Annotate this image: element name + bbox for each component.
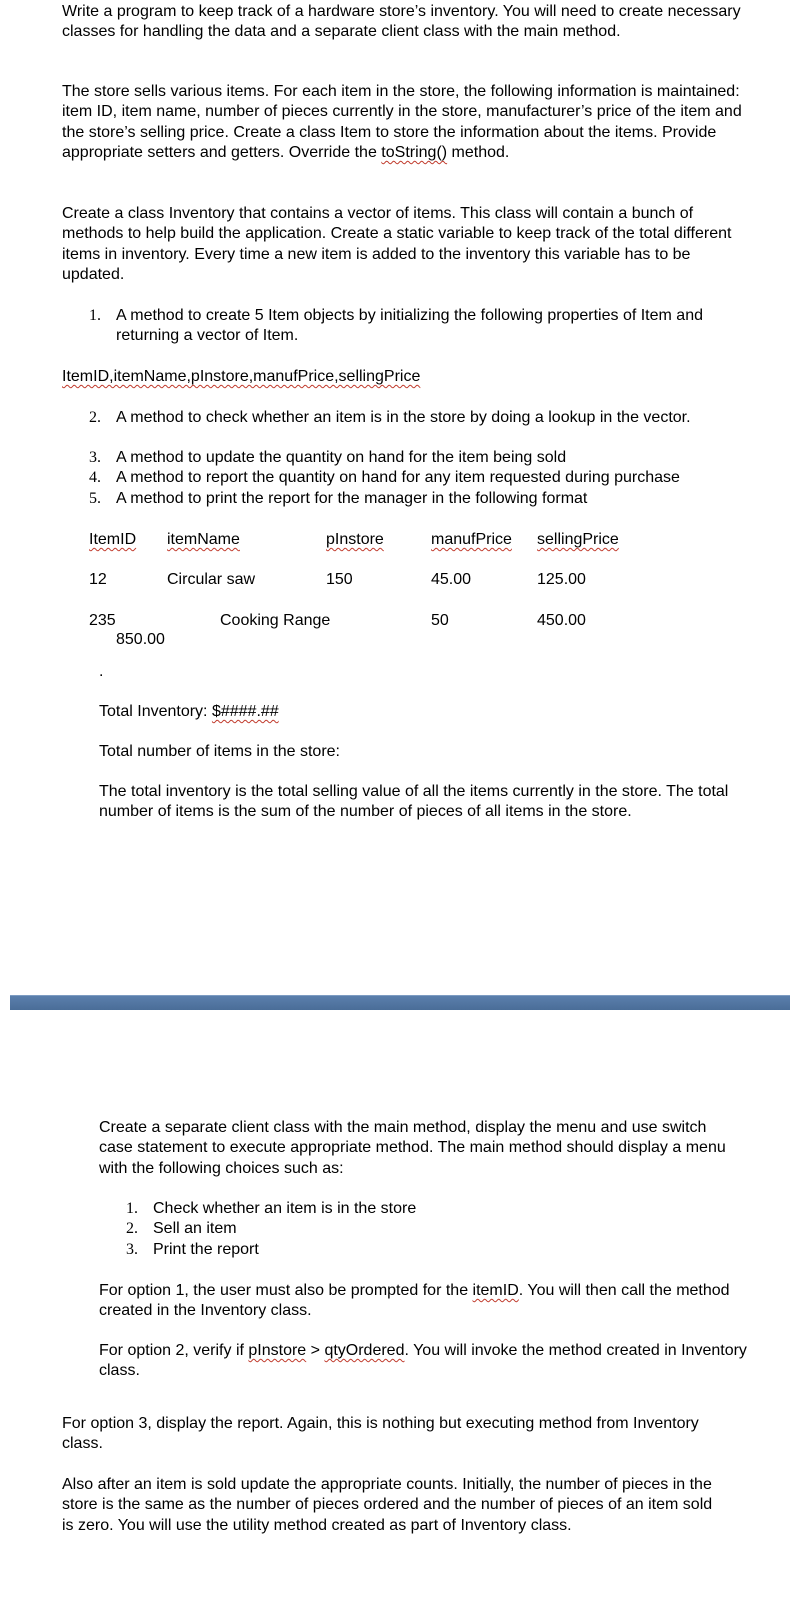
table-cell: 850.00 bbox=[116, 631, 165, 648]
option2-text-end: . You will invoke the method created in Inventory class. bbox=[99, 1342, 747, 1380]
list-number: 1. bbox=[89, 307, 101, 324]
list-item-report-qty: A method to report the quantity on hand for any item requested during purchase bbox=[116, 469, 680, 486]
list-number: 5. bbox=[89, 490, 101, 507]
option3-paragraph: For option 3, display the report. Again, this is nothing but executing method from Inventory class. bbox=[62, 1415, 699, 1453]
menu-number: 1. bbox=[126, 1200, 138, 1217]
option1-text-end: . You will then call the method created in the Inventory class. bbox=[99, 1282, 730, 1320]
final-paragraph: Also after an item is sold update the appropriate counts. Initially, the number of pieces in the store is the same as the number of pieces ordered and the number of pieces of an item sold is zero. You will use the utility method created as part of Inventory class. bbox=[62, 1476, 713, 1534]
option2-paragraph bbox=[99, 1341, 759, 1382]
menu-item-report: Print the report bbox=[153, 1241, 259, 1258]
tostring-code: toString() bbox=[381, 144, 448, 162]
total-inventory-label: Total Inventory: bbox=[99, 703, 212, 720]
greater-than: > bbox=[306, 1342, 325, 1359]
table-header-itemname: itemName bbox=[167, 531, 240, 548]
menu-item-check: Check whether an item is in the store bbox=[153, 1200, 417, 1217]
menu-item-sell: Sell an item bbox=[153, 1220, 237, 1237]
list-item-create-objects: A method to create 5 Item objects by initializing the following properties of Item and returning a vector of Item. bbox=[116, 307, 703, 345]
item-class-end: method. bbox=[447, 144, 510, 162]
item-class-paragraph bbox=[62, 82, 752, 164]
qtyordered-code: qtyOrdered bbox=[324, 1342, 405, 1359]
item-class-text: The store sells various items. For each item in the store, the following information is maintained: item ID, item name, number of pieces currently in the store, manufacturer’s price of the item and the store’s selling price. Create a class Item to store the information about the items. Provide appropriate setters and getters. Override the bbox=[62, 83, 742, 162]
intro-paragraph: Write a program to keep track of a hardware store’s inventory. You will need to create necessary classes for handling the data and a separate client class with the main method. bbox=[62, 3, 741, 41]
page-separator bbox=[10, 995, 790, 1010]
total-explanation-paragraph: The total inventory is the total selling value of all the items currently in the store. The total number of items is the sum of the number of pieces of all items in the store. bbox=[99, 783, 729, 821]
table-cell: 235 bbox=[89, 612, 116, 629]
pinstore-code: pInstore bbox=[248, 1342, 307, 1359]
menu-number: 2. bbox=[126, 1220, 138, 1237]
list-number: 4. bbox=[89, 469, 101, 486]
continuation-dot: . bbox=[99, 663, 104, 680]
list-number: 3. bbox=[89, 449, 101, 466]
table-cell: 12 bbox=[89, 571, 107, 588]
table-header-pinstore: pInstore bbox=[326, 531, 384, 548]
table-cell: Circular saw bbox=[167, 571, 256, 588]
inventory-class-paragraph: Create a class Inventory that contains a vector of items. This class will contain a bunch of methods to help build the application. Create a static variable to keep track of the total different items in inventory. Every time a new item is added to the inventory this variable has to be updated. bbox=[62, 205, 732, 284]
option1-text: For option 1, the user must also be prompted for the bbox=[99, 1282, 473, 1299]
total-inventory-value: $####.## bbox=[211, 703, 279, 720]
table-cell: 45.00 bbox=[431, 571, 472, 588]
table-cell: Cooking Range bbox=[220, 612, 331, 629]
table-cell: 50 bbox=[431, 612, 449, 629]
table-header-sellingprice: sellingPrice bbox=[537, 531, 619, 548]
table-header-manufprice: manufPrice bbox=[431, 531, 512, 548]
itemid-code: itemID bbox=[472, 1282, 519, 1299]
table-cell: 125.00 bbox=[537, 571, 586, 588]
total-inventory-line bbox=[99, 702, 279, 722]
option1-paragraph bbox=[99, 1281, 749, 1322]
list-item-lookup: A method to check whether an item is in the store by doing a lookup in the vector. bbox=[116, 409, 691, 426]
client-class-paragraph: Create a separate client class with the main method, display the menu and use switch case statement to execute appropriate method. The main method should display a menu with the following choices such as: bbox=[99, 1119, 726, 1177]
option2-text: For option 2, verify if bbox=[99, 1342, 249, 1359]
properties-line: ItemID,itemName,pInstore,manufPrice,sellingPrice bbox=[62, 368, 421, 385]
table-header-itemid: ItemID bbox=[89, 531, 137, 548]
list-item-update-qty: A method to update the quantity on hand for the item being sold bbox=[116, 449, 567, 466]
list-item-print-report: A method to print the report for the manager in the following format bbox=[116, 490, 588, 507]
table-cell: 450.00 bbox=[537, 612, 586, 629]
table-cell: 150 bbox=[326, 571, 353, 588]
menu-number: 3. bbox=[126, 1241, 138, 1258]
list-number: 2. bbox=[89, 409, 101, 426]
total-items-line: Total number of items in the store: bbox=[99, 743, 340, 760]
